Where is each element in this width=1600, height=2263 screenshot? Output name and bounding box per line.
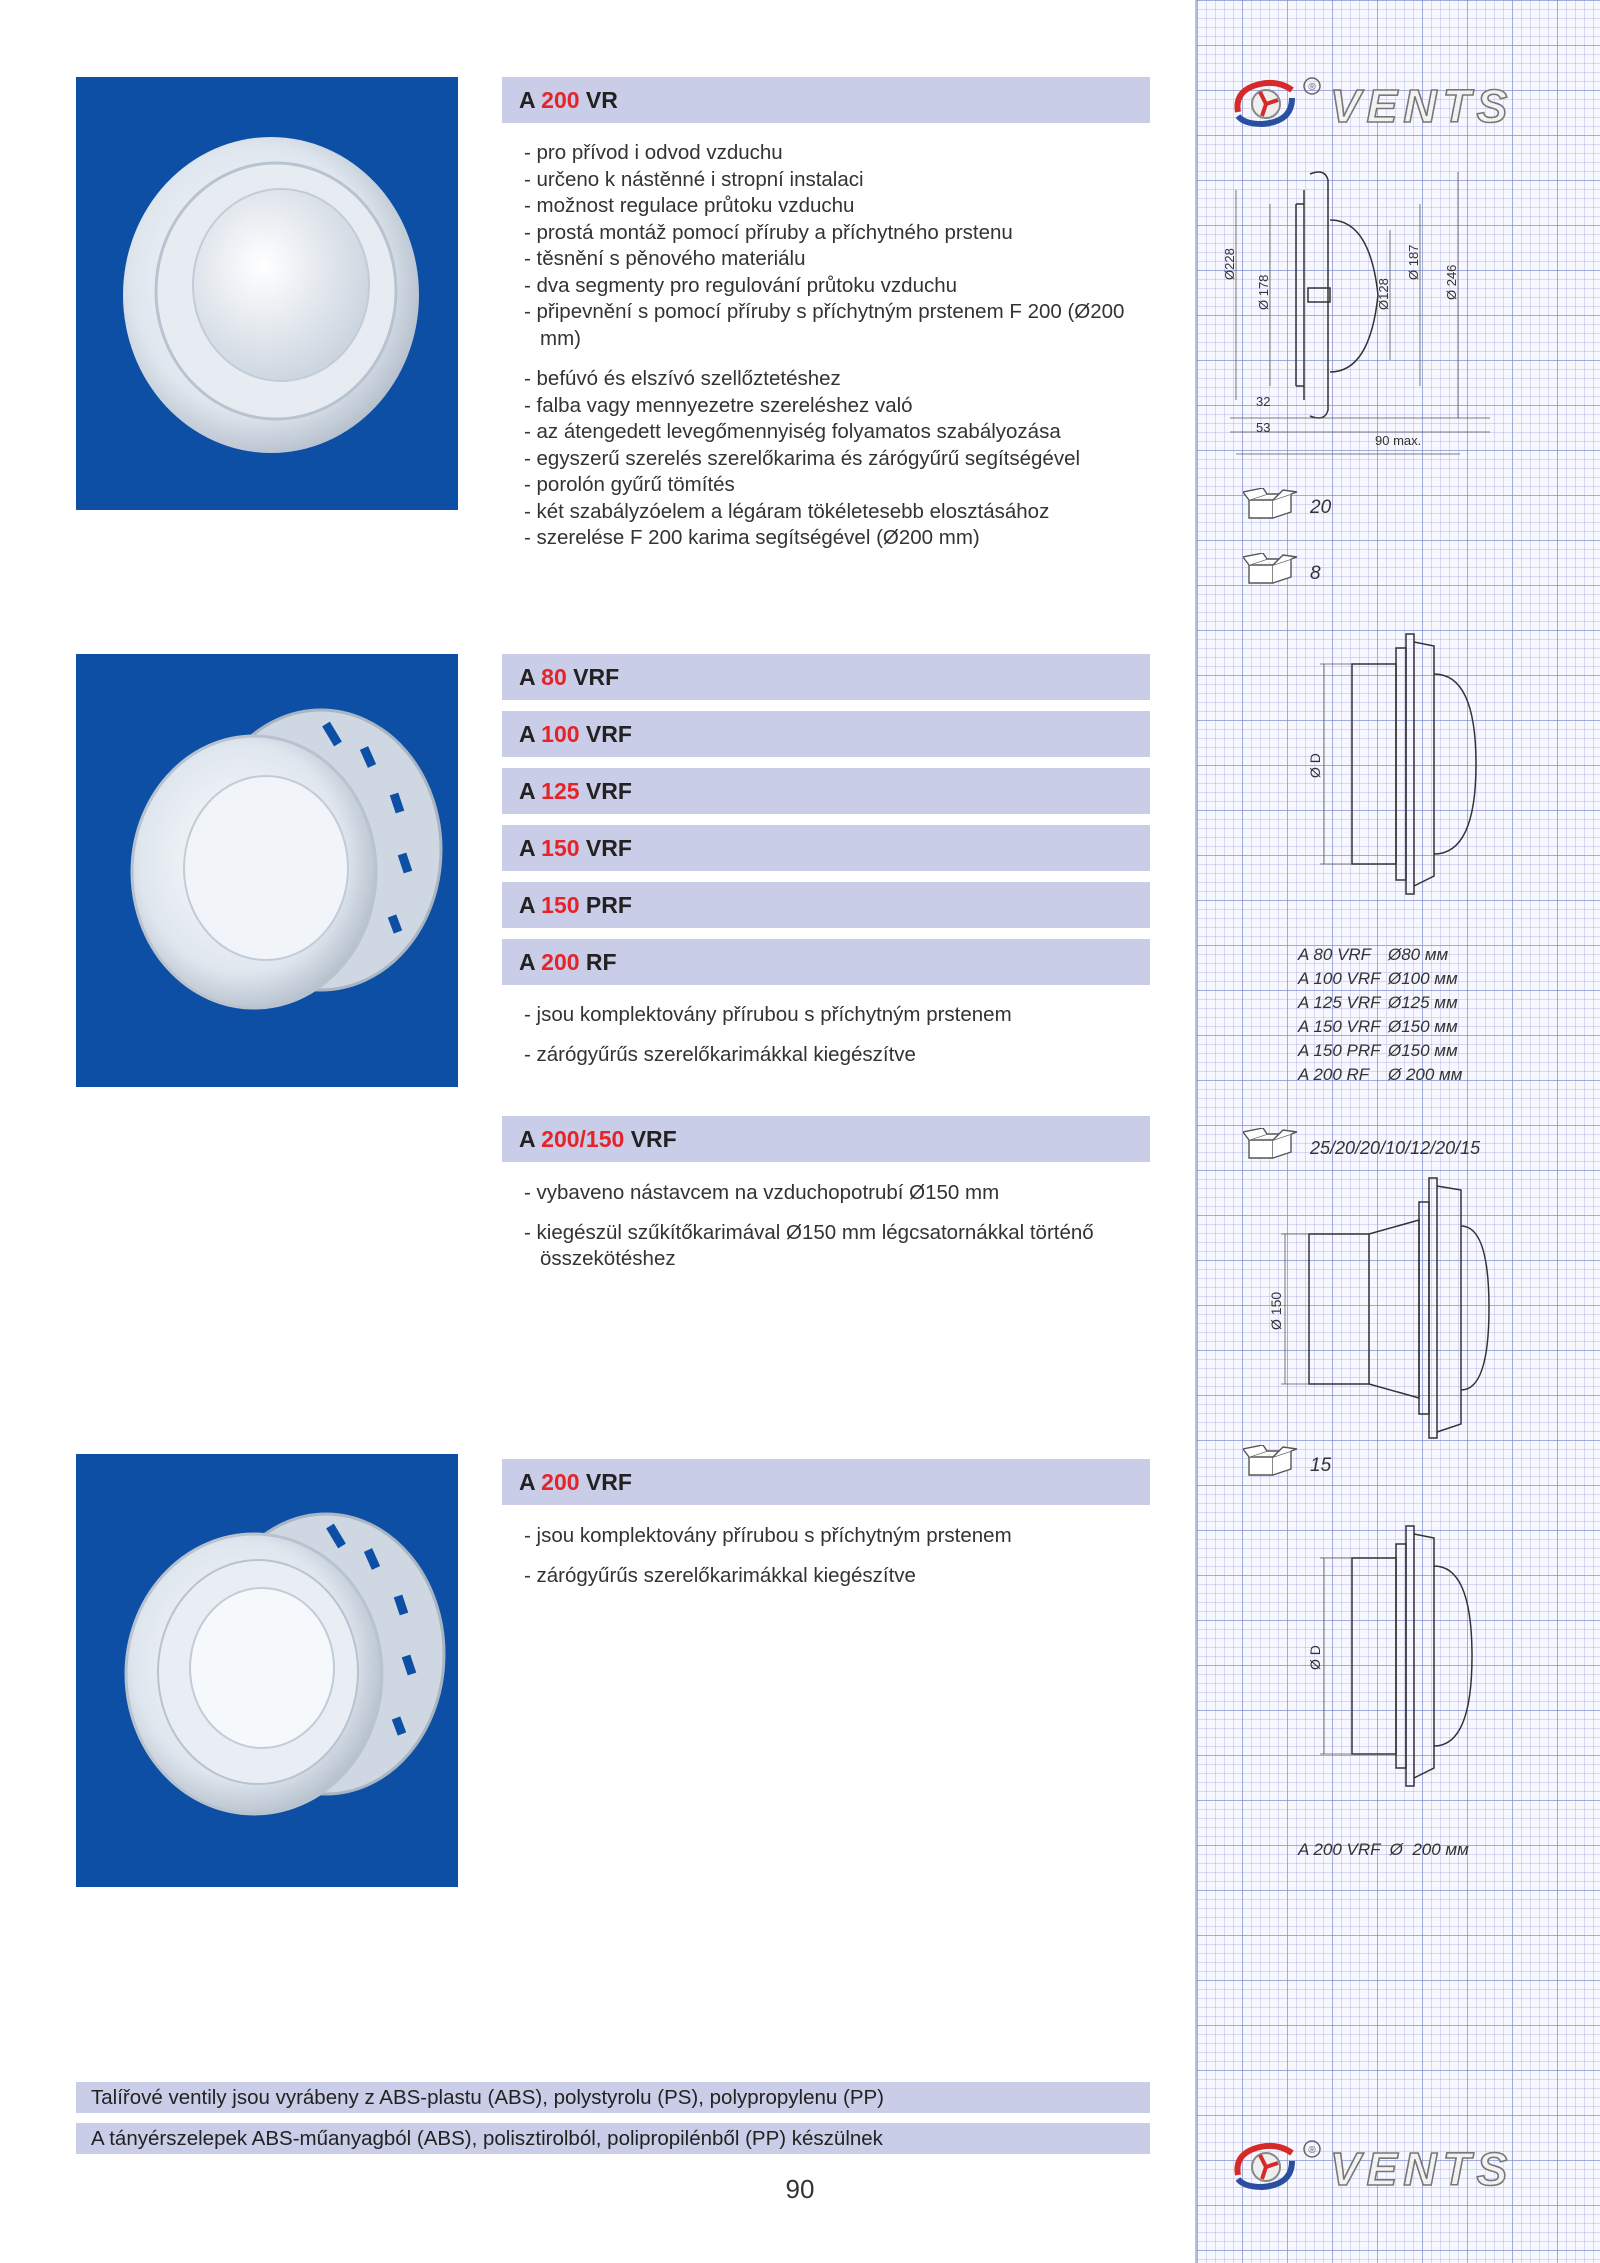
- list-item: - prostá montáž pomocí příruby a příchytného prstenu: [524, 220, 1013, 244]
- model-suffix: VRF: [585, 778, 632, 804]
- material-note-cz: Talířové ventily jsou vyrábeny z ABS-plastu (ABS), polystyrolu (PS), polypropylenu (PP): [76, 2082, 1150, 2113]
- features-hu-a200vr: [524, 366, 1154, 552]
- list-item: - falba vagy mennyezetre szereléshez való: [524, 393, 913, 417]
- model-suffix: VRF: [585, 1469, 632, 1495]
- size-row: A 150 VRF Ø150 мм: [1298, 1017, 1458, 1036]
- registered-mark: ®: [1308, 82, 1316, 93]
- vents-logo-bottom: [1230, 2135, 1565, 2195]
- model-suffix: RF: [585, 949, 617, 975]
- size-row: A 100 VRF Ø100 мм: [1298, 969, 1458, 988]
- features-cz-a200vr: [524, 140, 1154, 352]
- list-item: - pro přívod i odvod vzduchu: [524, 141, 783, 164]
- diam-label: Ø D: [1307, 1645, 1323, 1670]
- model-number: 125: [541, 778, 580, 804]
- list-item: - možnost regulace průtoku vzduchu: [524, 194, 855, 217]
- drawing-a200-150vrf: [1255, 1170, 1515, 1450]
- model-prefix: A: [519, 778, 535, 804]
- model-prefix: A: [519, 1126, 535, 1152]
- model-suffix: VR: [585, 87, 618, 113]
- model-number: 200: [541, 87, 580, 113]
- model-suffix: VRF: [585, 835, 632, 861]
- box-icon: [1243, 1128, 1299, 1162]
- pack-qty: 25/20/20/10/12/20/15: [1310, 1138, 1481, 1158]
- model-bar-a125vrf: [502, 768, 1150, 814]
- list-item: - jsou komplektovány přírubou s příchytným prstenem: [524, 1003, 1012, 1026]
- page-number: 90: [785, 2174, 815, 2204]
- list-item: - porolón gyűrű tömítés: [524, 473, 735, 496]
- product-photo-a200vrf: [76, 1454, 458, 1887]
- model-number: 150: [541, 892, 580, 918]
- product-photo-vrf: [76, 654, 458, 1087]
- dim-d187: Ø 187: [1406, 244, 1421, 280]
- list-item: - jsou komplektovány přírubou s příchytným prstenem: [524, 1524, 1012, 1547]
- model-suffix: VRF: [585, 721, 632, 747]
- model-bar-a150vrf: [502, 825, 1150, 871]
- model-bar-a200vrf: [502, 1459, 1150, 1505]
- model-number: 200: [541, 949, 580, 975]
- model-prefix: A: [519, 664, 535, 690]
- list-item: - určeno k nástěnné i stropní instalaci: [524, 167, 864, 191]
- dim-w32: 32: [1256, 394, 1271, 409]
- drawing-a200vrf: [1300, 1522, 1500, 1792]
- list-item: - egyszerű szerelés szerelőkarima és zárógyűrű segítségével: [524, 446, 1081, 470]
- diam-label: Ø D: [1307, 753, 1323, 778]
- size-row: A 150 PRF Ø150 мм: [1298, 1041, 1458, 1060]
- pack-qty: 20: [1310, 497, 1332, 518]
- features-a200vrf: [524, 1523, 1154, 1602]
- size-row: A 125 VRF Ø125 мм: [1298, 993, 1458, 1012]
- dim-d128: Ø128: [1376, 278, 1391, 310]
- list-item: - připevnění s pomocí příruby s příchytným prstenem F 200 (Ø200 mm): [524, 300, 1125, 350]
- features-a200-150vrf: [524, 1180, 1154, 1286]
- model-prefix: A: [519, 892, 535, 918]
- dim-w90: 90 max.: [1375, 433, 1422, 448]
- dim-d178: Ø 178: [1256, 274, 1271, 310]
- product-photo-a200vr: [76, 77, 458, 510]
- drawing-vrf: [1300, 628, 1500, 908]
- box-icon: [1243, 553, 1299, 587]
- model-prefix: A: [519, 835, 535, 861]
- size-table-vrf: [1298, 943, 1462, 1087]
- model-bar-a80vrf: [502, 654, 1150, 700]
- logo-text: VENTS: [1330, 80, 1514, 132]
- list-item: - szerelése F 200 karima segítségével (Ø200 mm): [524, 526, 980, 549]
- drawing-a200vr: [1200, 160, 1500, 460]
- model-bar-a150prf: [502, 882, 1150, 928]
- registered-mark: ®: [1308, 2145, 1316, 2156]
- model-bar-a200vr: [502, 77, 1150, 123]
- list-item: - těsnění s pěnového materiálu: [524, 247, 806, 270]
- vents-logo-top: [1230, 72, 1565, 132]
- pack-qty: 15: [1310, 1455, 1332, 1476]
- list-item: - az átengedett levegőmennyiség folyamatos szabályozása: [524, 420, 1061, 443]
- box-icon: [1243, 1445, 1299, 1479]
- diam-label: Ø 150: [1268, 1291, 1284, 1330]
- model-number: 150: [541, 835, 580, 861]
- model-number: 200/150: [541, 1126, 625, 1152]
- list-item: - két szabályzóelem a légáram tökéletesebb elosztásához: [524, 499, 1050, 523]
- pack-qty: 8: [1310, 563, 1321, 584]
- size-row: A 200 RF Ø 200 мм: [1298, 1065, 1463, 1084]
- model-suffix: VRF: [630, 1126, 677, 1152]
- model-number: 200: [541, 1469, 580, 1495]
- list-item: - zárógyűrűs szerelőkarimákkal kiegészítve: [524, 1042, 916, 1066]
- box-icon: [1243, 488, 1299, 522]
- list-item: - kiegészül szűkítőkarimával Ø150 mm légcsatornákkal történő összekötéshez: [524, 1220, 1094, 1270]
- model-prefix: A: [519, 87, 535, 113]
- size-row: A 80 VRF Ø80 мм: [1298, 945, 1449, 964]
- model-suffix: PRF: [585, 892, 632, 918]
- size-caption-a200vrf: A 200 VRF Ø 200 мм: [1298, 1840, 1469, 1859]
- model-suffix: VRF: [573, 664, 620, 690]
- model-bar-a100vrf: [502, 711, 1150, 757]
- model-prefix: A: [519, 1469, 535, 1495]
- model-bar-a200-150vrf: [502, 1116, 1150, 1162]
- model-prefix: A: [519, 721, 535, 747]
- model-number: 100: [541, 721, 580, 747]
- list-item: - vybaveno nástavcem na vzduchopotrubí Ø150 mm: [524, 1181, 1000, 1204]
- list-item: - dva segmenty pro regulování průtoku vzduchu: [524, 273, 958, 297]
- model-bar-a200rf: [502, 939, 1150, 985]
- list-item: - befúvó és elszívó szellőztetéshez: [524, 367, 841, 390]
- model-prefix: A: [519, 949, 535, 975]
- features-vrf: [524, 1002, 1154, 1081]
- dim-d228: Ø228: [1222, 248, 1237, 280]
- material-note-hu: A tányérszelepek ABS-műanyagból (ABS), polisztirolból, polipropilénből (PP) készülnek: [76, 2123, 1150, 2154]
- dim-d246: Ø 246: [1444, 264, 1459, 300]
- logo-text: VENTS: [1330, 2143, 1514, 2195]
- list-item: - zárógyűrűs szerelőkarimákkal kiegészítve: [524, 1563, 916, 1587]
- model-number: 80: [541, 664, 567, 690]
- dim-w53: 53: [1256, 420, 1271, 435]
